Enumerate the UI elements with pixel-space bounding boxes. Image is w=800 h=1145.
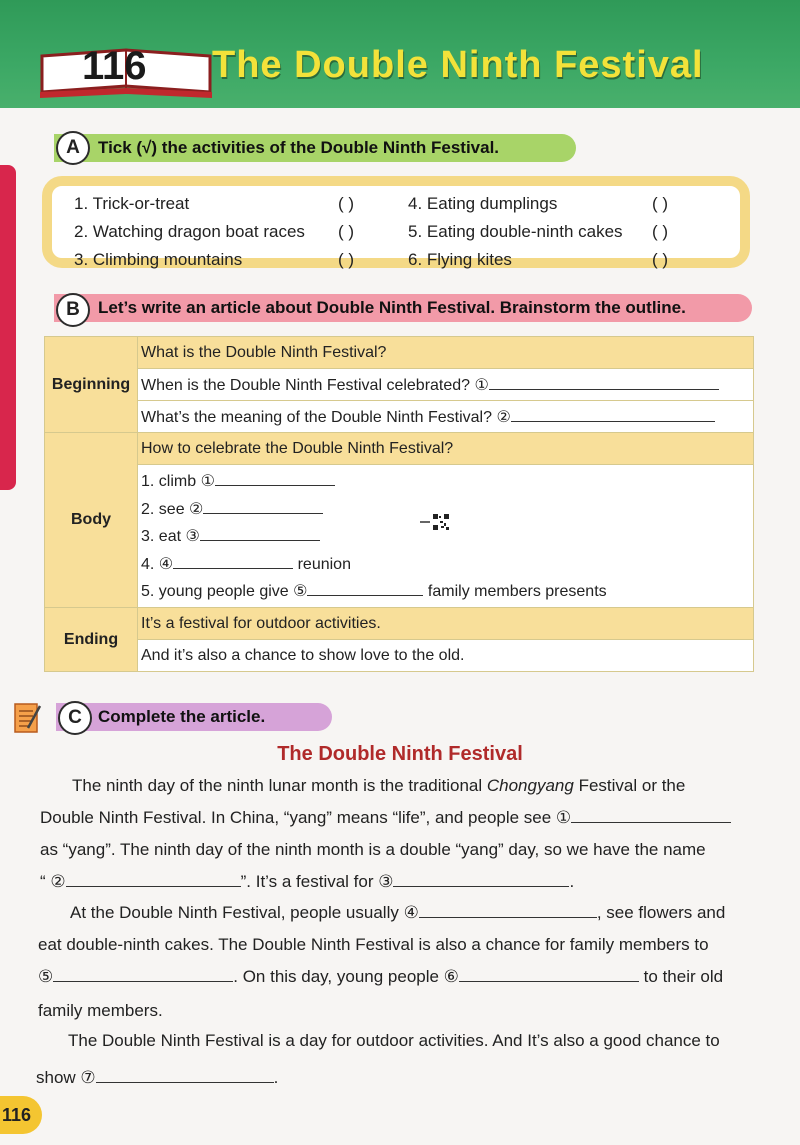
section-a-instruction: Tick (√) the activities of the Double Ninth Festival. [98, 138, 500, 157]
article-line: as “yang”. The ninth day of the ninth month is a double “yang” day, so we have the name [40, 840, 706, 859]
section-a-letter: A [56, 131, 90, 165]
page-number: 116 [0, 1096, 42, 1134]
article-line [40, 808, 731, 828]
article-line [38, 967, 723, 987]
article-line [72, 776, 685, 796]
article-line [70, 903, 725, 923]
beginning-q2-cell [138, 369, 754, 401]
body-item-text: 2. see ② [141, 500, 204, 518]
body-item-5 [141, 578, 750, 606]
section-b-bar [54, 294, 752, 322]
section-c-letter: C [58, 701, 92, 735]
ending-line-1: It’s a festival for outdoor activities. [138, 608, 754, 640]
article-text: “ ② [40, 872, 66, 891]
article-text: Double Ninth Festival. In China, “yang” means “life”, and people see ① [40, 808, 572, 827]
article-text: show ⑦ [36, 1068, 96, 1087]
answer-blank[interactable] [173, 554, 293, 569]
article-text: The ninth day of the ninth lunar month is the traditional [72, 776, 487, 795]
article-text: . [569, 872, 575, 891]
answer-blank[interactable] [459, 967, 639, 982]
body-item-text: 5. young people give ⑤ [141, 583, 308, 601]
article-line [36, 1068, 278, 1088]
unit-number: 116 [82, 44, 147, 88]
body-item-4 [141, 551, 750, 579]
beginning-label: Beginning [45, 337, 138, 433]
article-line: family members. [38, 1001, 163, 1020]
section-a-bar [54, 134, 576, 162]
body-item-text: 4. ④ [141, 555, 174, 573]
activity-item: 2. Watching dragon boat races [74, 222, 305, 241]
tick-box[interactable]: ( ) [652, 194, 669, 213]
tick-box[interactable]: ( ) [652, 250, 669, 269]
activity-item: 3. Climbing mountains [74, 250, 243, 269]
beginning-q1: What is the Double Ninth Festival? [138, 337, 754, 369]
ending-line-2: And it’s also a chance to show love to the old. [138, 640, 754, 672]
section-b-instruction: Let’s write an article about Double Ninth Festival. Brainstorm the outline. [98, 298, 686, 317]
section-c-instruction: Complete the article. [98, 707, 266, 726]
answer-blank[interactable] [511, 407, 715, 422]
activity-item: 6. Flying kites [408, 250, 512, 269]
answer-blank[interactable] [96, 1068, 274, 1083]
body-item-text: reunion [297, 555, 351, 573]
article-text: Festival or the [573, 776, 686, 795]
side-tab [0, 165, 16, 490]
activity-item: 1. Trick-or-treat [74, 194, 190, 213]
activity-item: 4. Eating dumplings [408, 194, 558, 213]
article-text: . On this day, young people ⑥ [233, 967, 459, 986]
answer-blank[interactable] [203, 499, 323, 514]
article-text: , see flowers and [596, 903, 726, 922]
answer-blank[interactable] [489, 375, 719, 390]
answer-blank[interactable] [571, 808, 731, 823]
article-text: ”. It’s a festival for ③ [240, 872, 394, 891]
article-italic: Chongyang [486, 776, 574, 795]
ending-label: Ending [45, 608, 138, 672]
article-text: ⑤ [38, 967, 54, 986]
writing-pad-icon [14, 700, 44, 734]
article-text: . [273, 1068, 279, 1087]
article-line: eat double-ninth cakes. The Double Ninth Festival is also a chance for family members to [38, 935, 709, 954]
section-c-bar [56, 703, 332, 731]
article-line [40, 872, 574, 892]
body-heading: How to celebrate the Double Ninth Festival? [138, 433, 754, 465]
page-header [0, 0, 800, 108]
activity-item: 5. Eating double-ninth cakes [408, 222, 623, 241]
answer-blank[interactable] [393, 872, 569, 887]
answer-blank[interactable] [200, 526, 320, 541]
answer-blank[interactable] [419, 903, 597, 918]
beginning-q2: When is the Double Ninth Festival celebrated? ① [141, 376, 489, 394]
answer-blank[interactable] [66, 872, 241, 887]
section-b-letter: B [56, 293, 90, 327]
tick-box[interactable]: ( ) [338, 222, 355, 241]
answer-blank[interactable] [307, 581, 423, 596]
beginning-q3-cell [138, 401, 754, 433]
beginning-q3: What’s the meaning of the Double Ninth Festival? ② [141, 408, 511, 426]
tick-box[interactable]: ( ) [338, 194, 355, 213]
body-item-text: 3. eat ③ [141, 528, 200, 546]
outline-table [44, 336, 754, 672]
article-text: to their old [643, 967, 724, 986]
tick-box[interactable]: ( ) [652, 222, 669, 241]
body-item-text: 1. climb ① [141, 473, 215, 491]
qr-code-icon [414, 502, 454, 542]
activities-box [42, 176, 750, 268]
body-item-1 [141, 468, 750, 496]
answer-blank[interactable] [53, 967, 233, 982]
page-title: The Double Ninth Festival [212, 44, 704, 86]
body-label: Body [45, 433, 138, 608]
answer-blank[interactable] [215, 471, 335, 486]
article-text: At the Double Ninth Festival, people usually ④ [70, 903, 419, 922]
body-item-text: family members presents [427, 583, 607, 601]
article-line: The Double Ninth Festival is a day for outdoor activities. And It’s also a good chance to [68, 1031, 720, 1050]
tick-box[interactable]: ( ) [338, 250, 355, 269]
article-title: The Double Ninth Festival [277, 743, 523, 765]
